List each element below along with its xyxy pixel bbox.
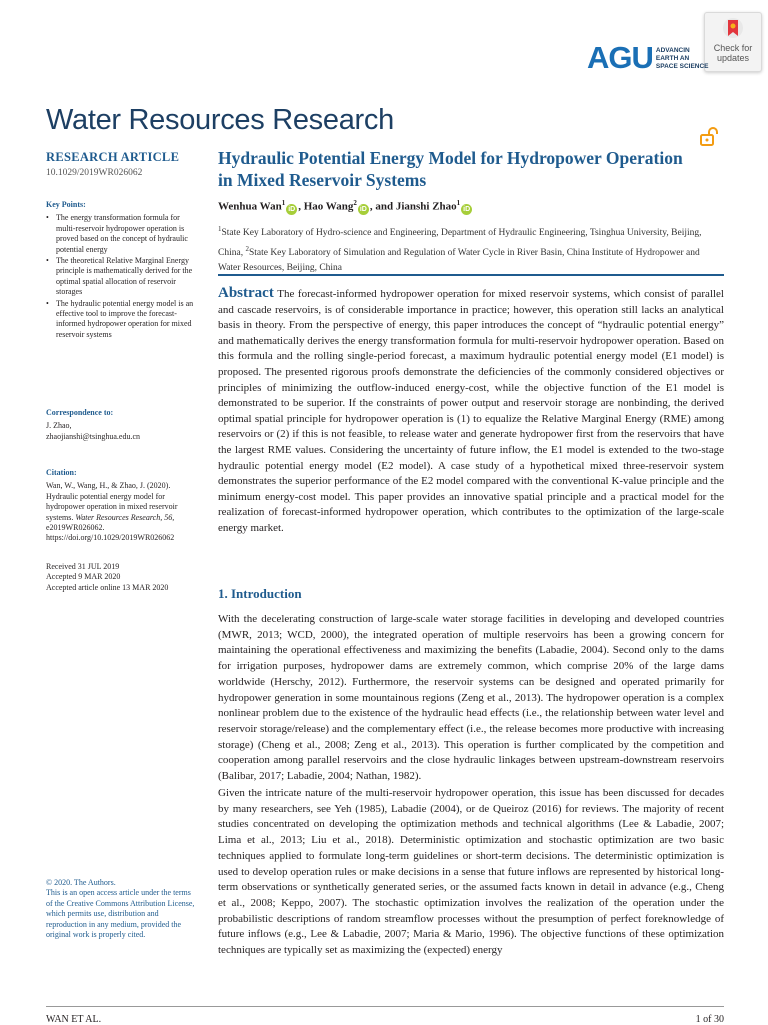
abstract-divider xyxy=(218,274,724,276)
key-point-item: • The hydraulic potential energy model is an effective tool to improve the forecast-informed hydropower operation for mixed reservoir systems xyxy=(56,299,194,341)
check-updates-line1: Check for xyxy=(713,43,753,53)
received-date: Received 31 JUL 2019 xyxy=(46,562,120,571)
affiliation-sup: 1 xyxy=(218,225,222,233)
agu-line3: SPACE SCIENCE xyxy=(655,63,709,70)
author-affiliation-sup: 2 xyxy=(353,199,357,207)
orcid-icon[interactable]: iD xyxy=(288,205,296,213)
bookmark-icon xyxy=(722,17,744,41)
author-separator: , and xyxy=(369,200,394,213)
footer-running-head: WAN ET AL. xyxy=(46,1014,102,1025)
citation-heading: Citation: xyxy=(46,468,77,477)
correspondence-heading: Correspondence to: xyxy=(46,408,114,417)
citation-text-1: Wan, W., Wang, H., & Zhao, J. (2020). Hydraulic potential energy model for hydropower operation in mixed reservoir systems. xyxy=(46,481,178,522)
orcid-icon[interactable]: iD xyxy=(463,205,471,213)
author-separator: , xyxy=(298,200,301,213)
author-name: Hao Wang xyxy=(303,200,354,213)
author-name: Jianshi Zhao xyxy=(395,200,457,213)
affiliation-sup: 2 xyxy=(245,244,249,253)
author-list xyxy=(218,199,473,215)
key-points-list xyxy=(46,213,194,340)
paper-title: Hydraulic Potential Energy Model for Hydropower Operation in Mixed Reservoir Systems xyxy=(218,148,683,190)
correspondence-name: J. Zhao, xyxy=(46,421,72,431)
affiliations xyxy=(218,222,718,277)
citation-text xyxy=(46,481,196,543)
article-type-label: RESEARCH ARTICLE xyxy=(46,150,180,164)
agu-line1: ADVANCIN xyxy=(655,47,690,54)
affiliation-1: State Key Laboratory of Hydro-science and Engineering, Department of Hydraulic Engineering, Tsinghua University, Beijing, China, xyxy=(218,228,702,258)
agu-logo xyxy=(587,40,709,76)
section-heading-introduction: 1. Introduction xyxy=(218,586,302,601)
affiliation-2: State Key Laboratory of Simulation and Regulation of Water Cycle in River Basin, China Institute of Hydropower and Water Resources, Beijing, China xyxy=(218,247,700,274)
body-paragraph: With the decelerating construction of large-scale water storage facilities in developing and developed countries (MWR, 2013; WCD, 2000), the integrated operation of multiple reservoirs has been a growing concern for maintaining the operational effectiveness and maximizing the benefits (Labadie, 2004). Second only to the dams for irrigation purposes, hydropower dams are extremely common, which comprise 20% of the large dams worldwide (Herschy, 2012). Furthermore, the reservoir systems can be designed and operated primarily for hydropower generation in some mountainous regions (Zeng et al., 2013). The hydropower operation is a complex nonlinear problem due to the existence of the hydraulic head effects (i.e., the relationship between water level and reservoir storage/release) and the complementary effect (i.e., the release becomes more productive with increasing storage) (Cheng et al., 2008; Zeng et al., 2013). This operation is further complicated by the competition and cooperation among parallel reservoirs and the close hydraulic linkages between upstream-downstream reservoirs (Balibar, 2017; Labadie, 2004; Nathan, 1982). xyxy=(218,613,724,783)
citation-block xyxy=(46,468,196,544)
author-affiliation-sup: 1 xyxy=(456,199,461,207)
doi-link[interactable]: 10.1029/2019WR026062 xyxy=(46,168,143,178)
key-points-heading: Key Points: xyxy=(46,200,86,209)
copyright-block xyxy=(46,878,196,940)
page-number: 1 of 30 xyxy=(695,1014,724,1025)
abstract xyxy=(218,286,724,537)
key-point-item: • The theoretical Relative Marginal Energy principle is mathematically derived for the optimal spatial allocation of reservoir storages xyxy=(56,256,194,298)
orcid-icon[interactable]: iD xyxy=(359,205,367,213)
abstract-text: The forecast-informed hydropower operation for mixed reservoir systems, which consist of parallel and cascade reservoirs, is of considerable importance in practice; however, this operation still lacks an analytical basis in theory. From the perspective of energy, this paper introduces the concept of “hydraulic potential energy” and mathematically derives the energy transformation formula for multi-reservoir hydropower operation. Based on this formula and the rolling single-period forecast, a maximum hydraulic potential energy model (E1 model) is proposed. The presented rigorous proofs demonstrate the deficiencies of the commonly considered objectives or principles of minimizing the outflow-induced energy-cost, while the objective function of the E1 model is demonstrated to be superior. If the constraints of power output and reservoir storage are nonbinding, the derived optimal spatial principle for hydropower operation is (1) to equalize the Relative Marginal Energy (RME) among reservoirs or (2) if this is not feasible, to release water and generate hydropower first from the reservoirs that have the largest RME values. Considering the uncertainty of future inflow, the E1 model is extended to the two-stage hydraulic potential energy model (E2 model). A case study of a hypothetical mixed three-reservoir system demonstrates the superior performance of the E2 model compared with the conventional K-value principle and the minimum energy-cost model. This paper provides an innovative spatial principle and a practical model for the realization of forecast-informed hydropower operation, which contributes to the optimization of the large-scale energy market. xyxy=(218,288,724,534)
author-name: Wenhua Wan xyxy=(218,200,282,213)
abstract-heading: Abstract xyxy=(218,285,274,301)
accepted-date: Accepted 9 MAR 2020 xyxy=(46,572,121,582)
accepted-online-date: Accepted article online 13 MAR 2020 xyxy=(46,582,169,592)
agu-line2: EARTH AN xyxy=(655,55,690,62)
copyright-line: © 2020. The Authors. xyxy=(46,878,116,887)
key-point-item: • The energy transformation formula for multi-reservoir hydropower operation is proved based on the concept of hydraulic potential energy xyxy=(56,213,194,255)
footer-divider xyxy=(46,1006,724,1007)
citation-text-2[interactable]: e2019WR026062. https://doi.org/10.1029/2019WR026062 xyxy=(46,523,175,543)
body-paragraph: Given the intricate nature of the multi-reservoir hydropower operation, this issue has been discussed for decades by many researchers, see Yeh (1985), Labadie (2004), or de Queiroz (2016) for reviews. The majority of recent studies concentrated on developing the optimization methods and technical algorithms (Lee & Labadie, 2007; Lima et al., 2013; Liu et al., 2018). Deterministic optimization and stochastic optimization are two basic techniques applied to formulate long-term guidelines or short-term decisions. The deterministic optimization is used to develop operation rules or make decisions in a sense that future inflows are represented by historical long-term observations or synthetically generated series, or the assumed facts known in detail in advance (e.g., Cheng et al., 2008; Keppo, 2007). The stochastic optimization involves the realization of the operation under the probabilistic descriptions of random streamflow processes without the presumption of perfect foreknowledge of future inflows (e.g., Lee & Labadie, 2007; Maria & Mario, 1996). The objective functions of these optimization techniques are typically set as maximizing the (expected) energy xyxy=(218,787,724,957)
correspondence-email[interactable]: zhaojianshi@tsinghua.edu.cn xyxy=(46,431,141,441)
agu-logo-text: AGU xyxy=(587,40,653,75)
citation-journal: Water Resources Research, 56, xyxy=(75,512,175,522)
correspondence-block xyxy=(46,408,196,442)
check-updates-line2: updates xyxy=(716,53,750,63)
author-affiliation-sup: 1 xyxy=(281,199,286,207)
license-text: This is an open access article under the terms of the Creative Commons Attribution License, which permits use, distribution and reproduction in any medium, provided the original work is properly cited. xyxy=(46,888,195,940)
open-lock-icon xyxy=(698,126,720,153)
key-points xyxy=(46,200,194,341)
dates-block xyxy=(46,562,196,593)
check-for-updates-badge[interactable] xyxy=(704,12,762,72)
journal-title: Water Resources Research xyxy=(46,104,394,136)
